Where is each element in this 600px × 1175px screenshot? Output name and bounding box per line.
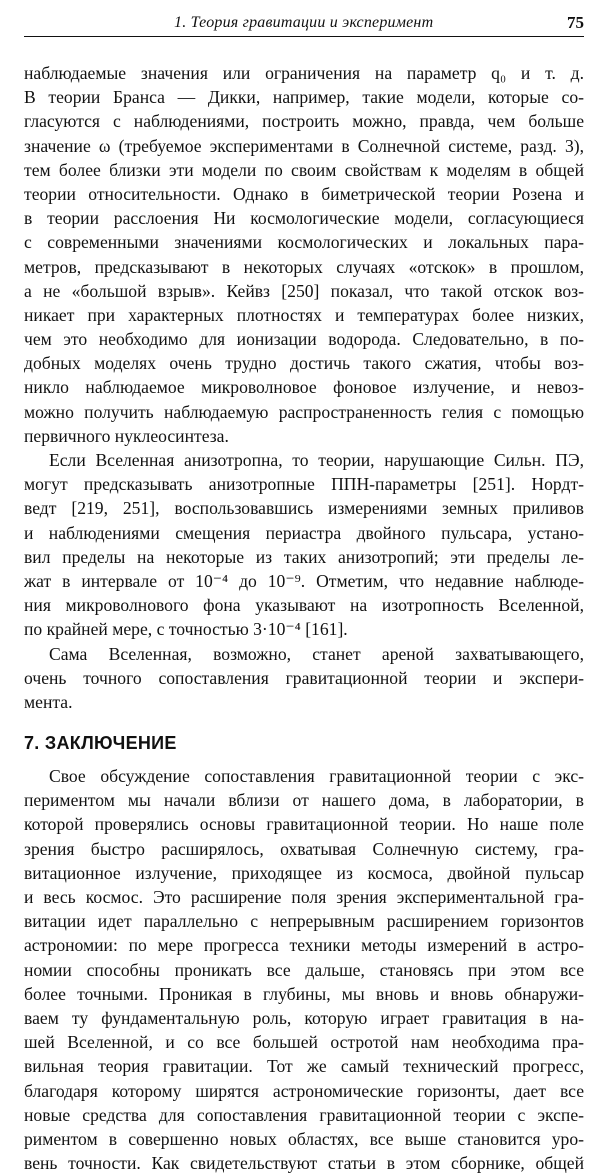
text-line: в теории расслоения Ни космологические модели, согласующиеся <box>24 208 584 229</box>
text-line: первичного нуклеосинтеза. <box>24 425 229 446</box>
text-line: вил пределы на некоторые из таких анизотропий; эти пределы ле- <box>24 546 584 567</box>
page-number: 75 <box>567 13 584 32</box>
text-line: новые средства для сопоставления гравитационной теории с экспе- <box>24 1104 584 1125</box>
text-line: ведт [219, 251], воспользовавшись измерениями земных приливов <box>24 498 584 519</box>
text-line: риментом в совершенно новых областях, все выше становится уро- <box>24 1128 584 1149</box>
text-line: по крайней мере, с точностью 3·10⁻⁴ [161]. <box>24 619 348 640</box>
text-line: Сама Вселенная, возможно, станет ареной захватывающего, <box>49 643 584 664</box>
text-line: можно получить наблюдаемую распространенность гелия с помощью <box>24 401 584 422</box>
text-line: которой проверялись основы гравитационной теории. Но наше поле <box>24 814 584 835</box>
text-line: более точными. Проникая в глубины, мы вновь и вновь обнаружи- <box>24 983 584 1004</box>
text-line: шей Вселенной, и со все большей остротой нам необходима пра- <box>24 1032 584 1053</box>
paragraph <box>24 448 584 642</box>
running-head <box>24 12 584 37</box>
text-line: зрения быстро расширялось, охватывая Солнечную систему, гра- <box>24 838 584 859</box>
running-head-title: 1. Теория гравитации и эксперимент <box>174 14 434 31</box>
paragraph <box>24 764 584 1175</box>
text-line: периментом мы начали вблизи от нашего дома, в лаборатории, в <box>24 790 584 811</box>
text-line: жат в интервале от 10⁻⁴ до 10⁻⁹. Отметим, что недавние наблюде- <box>24 570 584 591</box>
text-line: добных моделях очень трудно достичь такого сжатия, чтобы воз- <box>24 353 584 374</box>
text-line: наблюдаемые значения или ограничения на параметр q₀ и т. д. <box>24 63 584 83</box>
text-line: Если Вселенная анизотропна, то теории, нарушающие Сильн. ПЭ, <box>49 450 584 470</box>
text-line: чем это необходимо для ионизации водорода. Следовательно, в по- <box>24 329 584 350</box>
text-line: мента. <box>24 691 73 712</box>
text-line: метров, предсказывают в некоторых случаях «отскок» в прошлом, <box>24 256 584 277</box>
text-line: В теории Бранса — Дикки, например, такие модели, которые со- <box>24 87 584 108</box>
text-line: вильная теория гравитации. Тот же самый технический прогресс, <box>24 1056 584 1077</box>
text-line: значение ω (требуемое экспериментами в Солнечной системе, разд. 3), <box>24 135 584 156</box>
text-line: с современными значениями космологических и локальных пара- <box>24 232 584 253</box>
text-line: ваем ту фундаментальную роль, которую играет гравитация в на- <box>24 1007 584 1028</box>
text-line: и весь космос. Это расширение поля зрения экспериментальной гра- <box>24 887 584 907</box>
text-line: витации идет параллельно с непрерывным расширением горизонтов <box>24 911 584 932</box>
text-line: благодаря которому ширятся астрономические горизонты, дает все <box>24 1080 584 1101</box>
text-line: тем более близки эти модели по своим свойствам к моделям в общей <box>24 159 584 180</box>
paragraph <box>24 642 584 715</box>
paragraphs-before-section <box>24 61 584 714</box>
text-line: астрономии: по мере прогресса техники методы измерений в астро- <box>24 935 584 956</box>
text-line: Свое обсуждение сопоставления гравитационной теории с экс- <box>49 766 584 787</box>
text-line: гласуются с наблюдениями, построить можно, правда, чем больше <box>24 111 584 132</box>
text-line: и наблюдениями смещения периастра двойного пульсара, устано- <box>24 522 584 543</box>
paragraph <box>24 61 584 448</box>
text-line: никло наблюдаемое микроволновое фоновое излучение, и невоз- <box>24 377 584 398</box>
section-gap <box>24 714 584 730</box>
text-line: вень точности. Как свидетельствуют статьи в этом сборнике, общей <box>24 1153 584 1174</box>
text-line: номии способны проникать все дальше, становясь при этом все <box>24 959 584 980</box>
text-line: никает при характерных плотностях и температурах более низких, <box>24 304 584 325</box>
text-line: витационное излучение, приходящее из космоса, двойной пульсар <box>24 862 584 883</box>
text-line: очень точного сопоставления гравитационной теории и экспери- <box>24 667 584 688</box>
text-line: а не «большой взрыв». Кейвз [250] показал, что такой отскок воз- <box>24 280 584 301</box>
section-heading: 7. ЗАКЛЮЧЕНИЕ <box>24 733 177 754</box>
paragraphs-after-section <box>24 764 584 1175</box>
text-line: теории относительности. Однако в биметрической теории Розена и <box>24 183 584 204</box>
text-line: могут предсказывать анизотропные ППН-параметры [251]. Нордт- <box>24 474 584 495</box>
text-line: ния микроволнового фона указывают на изотропность Вселенной, <box>24 595 584 616</box>
body-text <box>24 61 584 1175</box>
